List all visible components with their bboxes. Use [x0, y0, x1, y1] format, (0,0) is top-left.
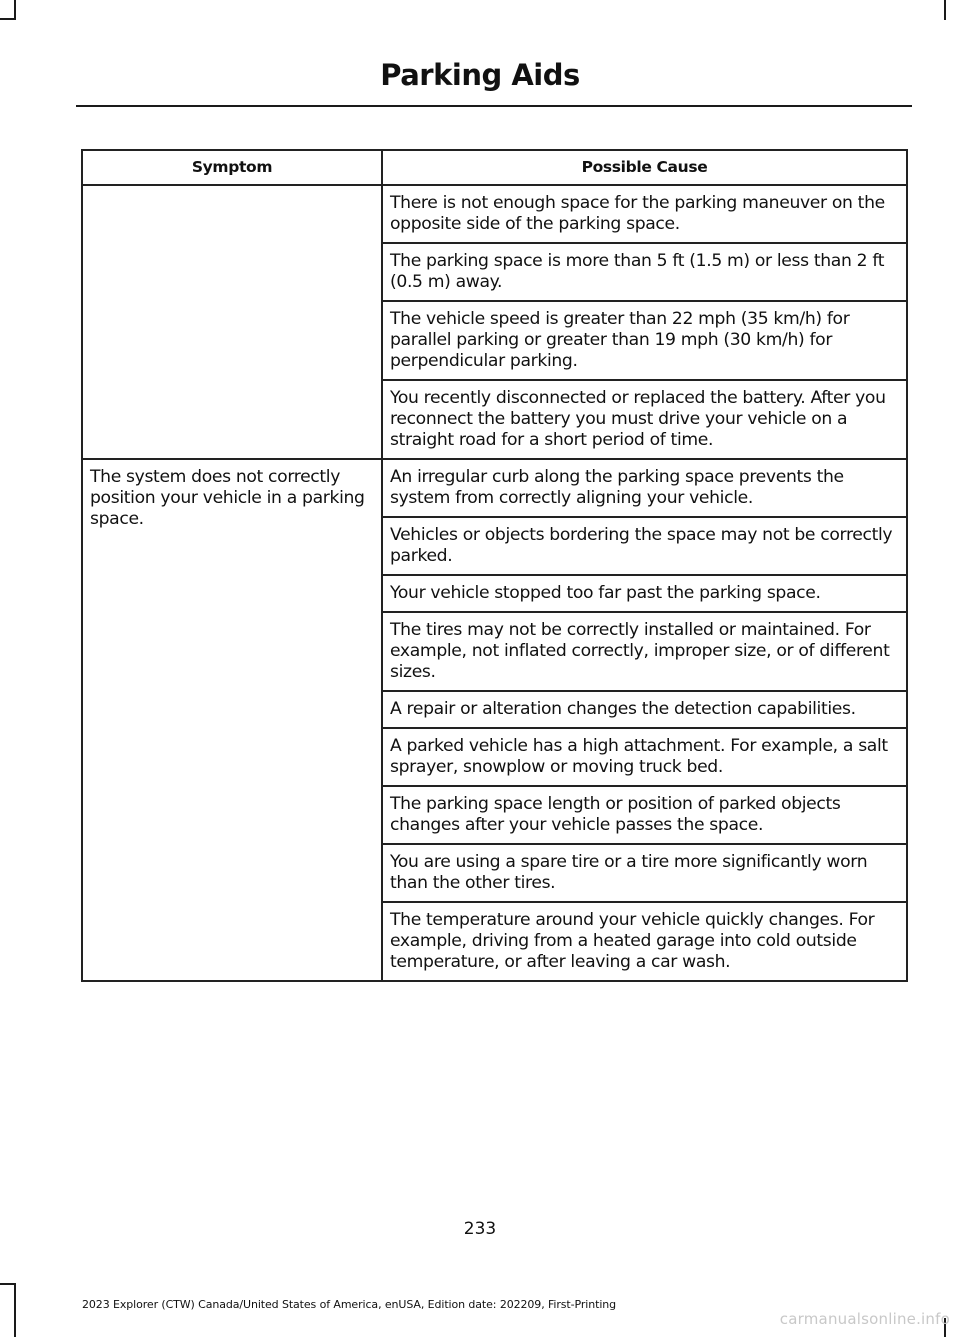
cause-cell: Vehicles or objects bordering the space may not be correctly parked.: [382, 517, 907, 575]
cause-cell: An irregular curb along the parking space prevents the system from correctly aligning your vehicle.: [382, 459, 907, 517]
cause-cell: You are using a spare tire or a tire more significantly worn than the other tires.: [382, 844, 907, 902]
table-row: [82, 459, 907, 517]
crop-mark-bottom-left: [14, 1283, 16, 1337]
crop-mark-top-left: [14, 0, 16, 20]
cause-cell: The tires may not be correctly installed or maintained. For example, not inflated correctly, improper size, or of different sizes.: [382, 612, 907, 691]
crop-mark-top-left-h: [0, 18, 16, 20]
cause-cell: The parking space length or position of parked objects changes after your vehicle passes the space.: [382, 786, 907, 844]
crop-mark-top-right: [944, 0, 946, 20]
cause-cell: You recently disconnected or replaced the battery. After you reconnect the battery you must drive your vehicle on a straight road for a short period of time.: [382, 380, 907, 459]
page-title: Parking Aids: [380, 58, 580, 92]
cause-cell: The temperature around your vehicle quickly changes. For example, driving from a heated garage into cold outside temperature, or after leaving a car wash.: [382, 902, 907, 981]
header-divider: [76, 105, 912, 107]
symptom-cell: The system does not correctly position your vehicle in a parking space.: [82, 459, 382, 981]
cause-cell: A repair or alteration changes the detection capabilities.: [382, 691, 907, 728]
column-header-possible-cause: Possible Cause: [382, 150, 907, 185]
cause-cell: The parking space is more than 5 ft (1.5 m) or less than 2 ft (0.5 m) away.: [382, 243, 907, 301]
watermark: carmanualsonline.info: [779, 1310, 950, 1328]
symptom-cell: [82, 185, 382, 459]
cause-cell: A parked vehicle has a high attachment. For example, a salt sprayer, snowplow or moving truck bed.: [382, 728, 907, 786]
page-number: 233: [463, 1219, 497, 1239]
possible-causes-table: [81, 149, 908, 982]
cause-cell: The vehicle speed is greater than 22 mph (35 km/h) for parallel parking or greater than 19 mph (30 km/h) for perpendicular parking.: [382, 301, 907, 380]
crop-mark-bottom-left-h: [0, 1283, 16, 1285]
table-row: [82, 185, 907, 243]
table-header-row: [82, 150, 907, 185]
cause-cell: Your vehicle stopped too far past the parking space.: [382, 575, 907, 612]
column-header-symptom: Symptom: [82, 150, 382, 185]
cause-cell: There is not enough space for the parking maneuver on the opposite side of the parking space.: [382, 185, 907, 243]
edition-footer: 2023 Explorer (CTW) Canada/United States of America, enUSA, Edition date: 202209, First-Printing: [82, 1298, 617, 1311]
